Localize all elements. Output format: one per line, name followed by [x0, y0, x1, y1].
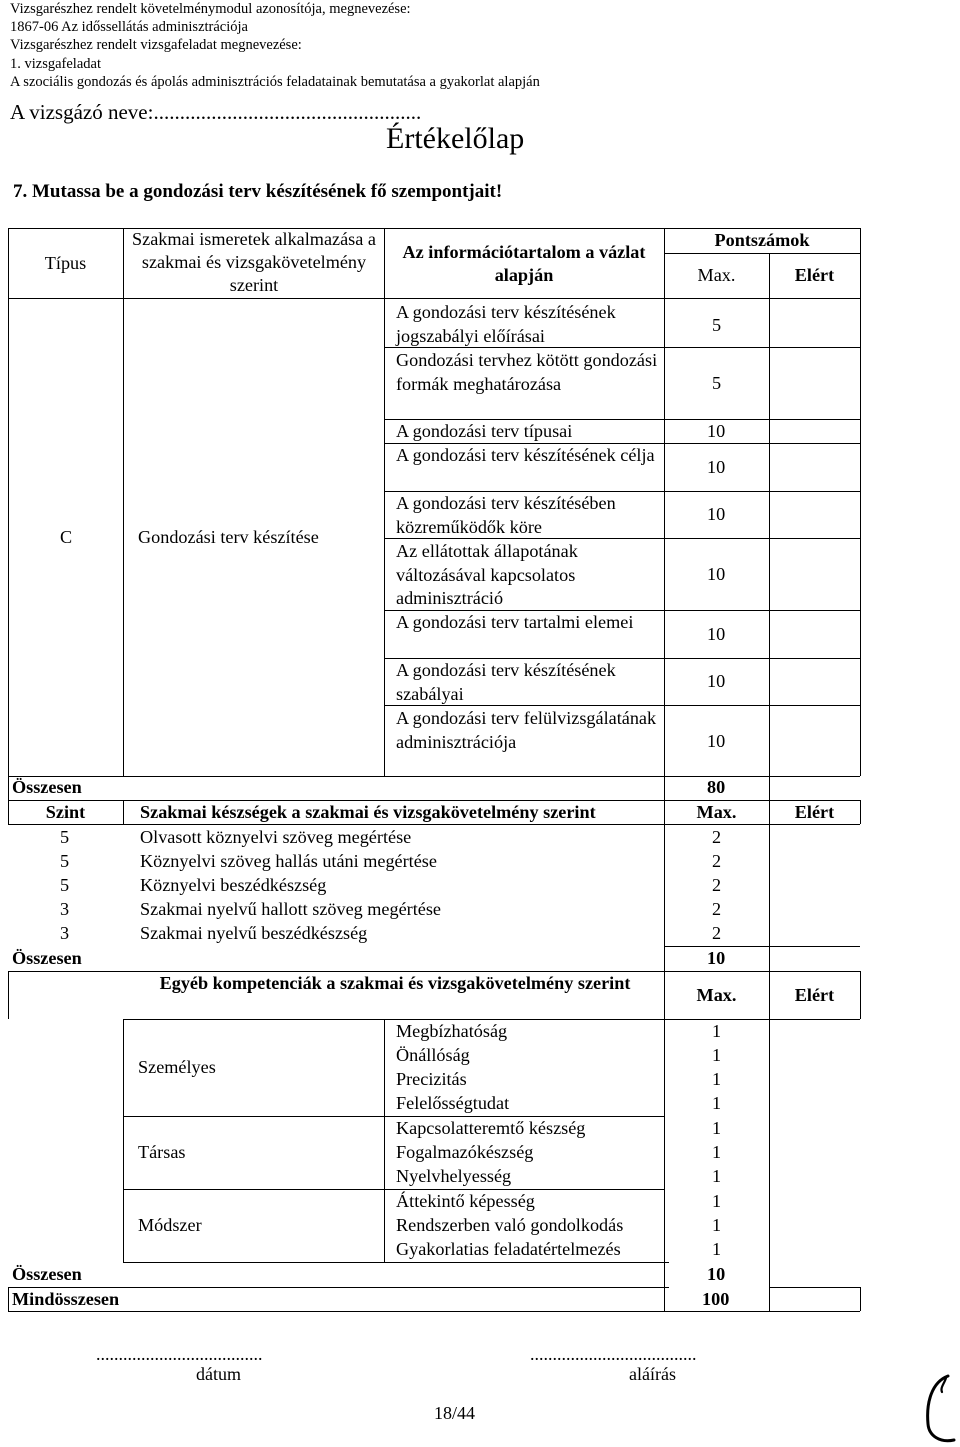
skill-level: 3 — [60, 923, 70, 943]
header-line: A szociális gondozás és ápolás adminisztrációs feladatainak bemutatása a gyakorlat alapján — [10, 73, 540, 90]
column-header-skill: Szakmai ismeretek alkalmazása a szakmai és vizsgakövetelmény szerint — [132, 229, 376, 295]
criterion-max: 10 — [707, 624, 726, 644]
skill-max: 2 — [712, 827, 722, 847]
column-header-achieved: Elért — [794, 265, 835, 285]
competency-item: Fogalmazókészség — [396, 1142, 534, 1162]
competency-item: Precizitás — [396, 1069, 467, 1089]
skill-level: 5 — [60, 851, 70, 871]
skill-max: 2 — [712, 875, 722, 895]
competency-item: Megbízhatóság — [396, 1021, 508, 1041]
criterion-max: 10 — [707, 731, 726, 751]
header-line: Vizsgarészhez rendelt vizsgafeladat megnevezése: — [10, 37, 302, 54]
signature-line: ..................................... — [530, 1344, 697, 1364]
section3-total-label: Összesen — [12, 1264, 82, 1284]
criterion-text: A gondozási terv tartalmi elemei — [396, 612, 634, 632]
criterion-max: 10 — [707, 504, 726, 524]
date-line: ..................................... — [96, 1344, 263, 1364]
competency-item: Felelősségtudat — [396, 1093, 510, 1113]
competency-max: 1 — [712, 1093, 722, 1113]
header-line: 1. vizsgafeladat — [10, 55, 101, 72]
skill-value: Gondozási terv készítése — [138, 527, 319, 547]
skill-level: 3 — [60, 899, 70, 919]
column-header-level: Szint — [45, 802, 86, 822]
column-header-skill-section2: Szakmai készségek a szakmai és vizsgakövetelmény szerint — [140, 802, 596, 822]
column-header-type: Típus — [44, 253, 87, 273]
criterion-max: 5 — [712, 373, 722, 393]
criterion-text: Gondozási tervhez kötött gondozási formák meghatározása — [396, 350, 658, 394]
date-label: dátum — [196, 1364, 241, 1384]
section3-total-value: 10 — [707, 1264, 726, 1284]
criterion-text: A gondozási terv típusai — [396, 421, 573, 441]
type-value: C — [60, 527, 73, 547]
column-header-max: Max. — [697, 265, 736, 285]
criterion-text: Az ellátottak állapotának változásával kapcsolatos adminisztráció — [396, 541, 578, 608]
competency-item: Kapcsolatteremtő készség — [396, 1118, 586, 1138]
competency-group: Társas — [138, 1142, 186, 1162]
column-header-max: Max. — [696, 802, 737, 822]
competency-item: Nyelvhelyesség — [396, 1166, 512, 1186]
section2-total-label: Összesen — [12, 948, 82, 968]
header-line: Vizsgarészhez rendelt követelménymodul azonosítója, megnevezése: — [10, 1, 411, 17]
candidate-name-label: A vizsgázó neve:................................................... — [10, 100, 422, 124]
competency-max: 1 — [712, 1021, 722, 1041]
competency-item: Gyakorlatias feladatértelmezés — [396, 1239, 621, 1259]
column-header-max: Max. — [696, 985, 737, 1005]
competency-max: 1 — [712, 1069, 722, 1089]
column-header-achieved: Elért — [794, 985, 835, 1005]
grand-total-label: Mindösszesen — [12, 1289, 120, 1309]
competency-group: Módszer — [138, 1215, 202, 1235]
competency-item: Áttekintő képesség — [396, 1191, 535, 1211]
skill-text: Szakmai nyelvű beszédkészség — [140, 923, 368, 943]
criterion-max: 10 — [707, 564, 726, 584]
criterion-max: 10 — [707, 457, 726, 477]
question-title: 7. Mutassa be a gondozási terv készítésének fő szempontjait! — [13, 181, 503, 202]
criterion-text: A gondozási terv készítésében közreműködők köre — [396, 493, 616, 537]
competency-max: 1 — [712, 1142, 722, 1162]
criterion-text: A gondozási terv készítésének jogszabályi előírásai — [396, 302, 616, 346]
criterion-text: A gondozási terv felülvizsgálatának adminisztrációja — [396, 708, 657, 752]
skill-max: 2 — [712, 851, 722, 871]
competency-item: Rendszerben való gondolkodás — [396, 1215, 624, 1235]
criterion-max: 10 — [707, 421, 726, 441]
competency-max: 1 — [712, 1166, 722, 1186]
competency-max: 1 — [712, 1239, 722, 1259]
competency-max: 1 — [712, 1118, 722, 1138]
skill-text: Olvasott köznyelvi szöveg megértése — [140, 827, 412, 847]
competency-group: Személyes — [138, 1057, 216, 1077]
competency-max: 1 — [712, 1191, 722, 1211]
criterion-max: 5 — [712, 315, 722, 335]
skill-text: Köznyelvi szöveg hallás utáni megértése — [140, 851, 437, 871]
skill-level: 5 — [60, 875, 70, 895]
section1-total-value: 80 — [707, 777, 726, 797]
competency-max: 1 — [712, 1215, 722, 1235]
competency-max: 1 — [712, 1045, 722, 1065]
header-line: 1867-06 Az időssellátás adminisztrációja — [10, 19, 248, 36]
criterion-text: A gondozási terv készítésének célja — [396, 445, 655, 465]
skill-text: Szakmai nyelvű hallott szöveg megértése — [140, 899, 442, 919]
signature-label: aláírás — [629, 1364, 676, 1384]
competency-item: Önállóság — [396, 1045, 470, 1065]
column-header-points: Pontszámok — [714, 230, 810, 250]
section1-total-label: Összesen — [12, 777, 82, 797]
column-header-competencies: Egyéb kompetenciák a szakmai és vizsgakövetelmény szerint — [159, 973, 631, 993]
skill-level: 5 — [60, 827, 70, 847]
page-title: Értékelőlap — [386, 122, 525, 155]
page-number: 18/44 — [434, 1403, 476, 1423]
grand-total-value: 100 — [702, 1289, 730, 1309]
skill-max: 2 — [712, 899, 722, 919]
criterion-max: 10 — [707, 671, 726, 691]
handwritten-signature — [918, 1372, 960, 1447]
skill-text: Köznyelvi beszédkészség — [140, 875, 327, 895]
section2-total-value: 10 — [707, 948, 726, 968]
criterion-text: A gondozási terv készítésének szabályai — [396, 660, 616, 704]
column-header-achieved: Elért — [794, 802, 835, 822]
skill-max: 2 — [712, 923, 722, 943]
column-header-info: Az információtartalom a vázlat alapján — [402, 242, 646, 285]
document-header — [10, 0, 540, 91]
